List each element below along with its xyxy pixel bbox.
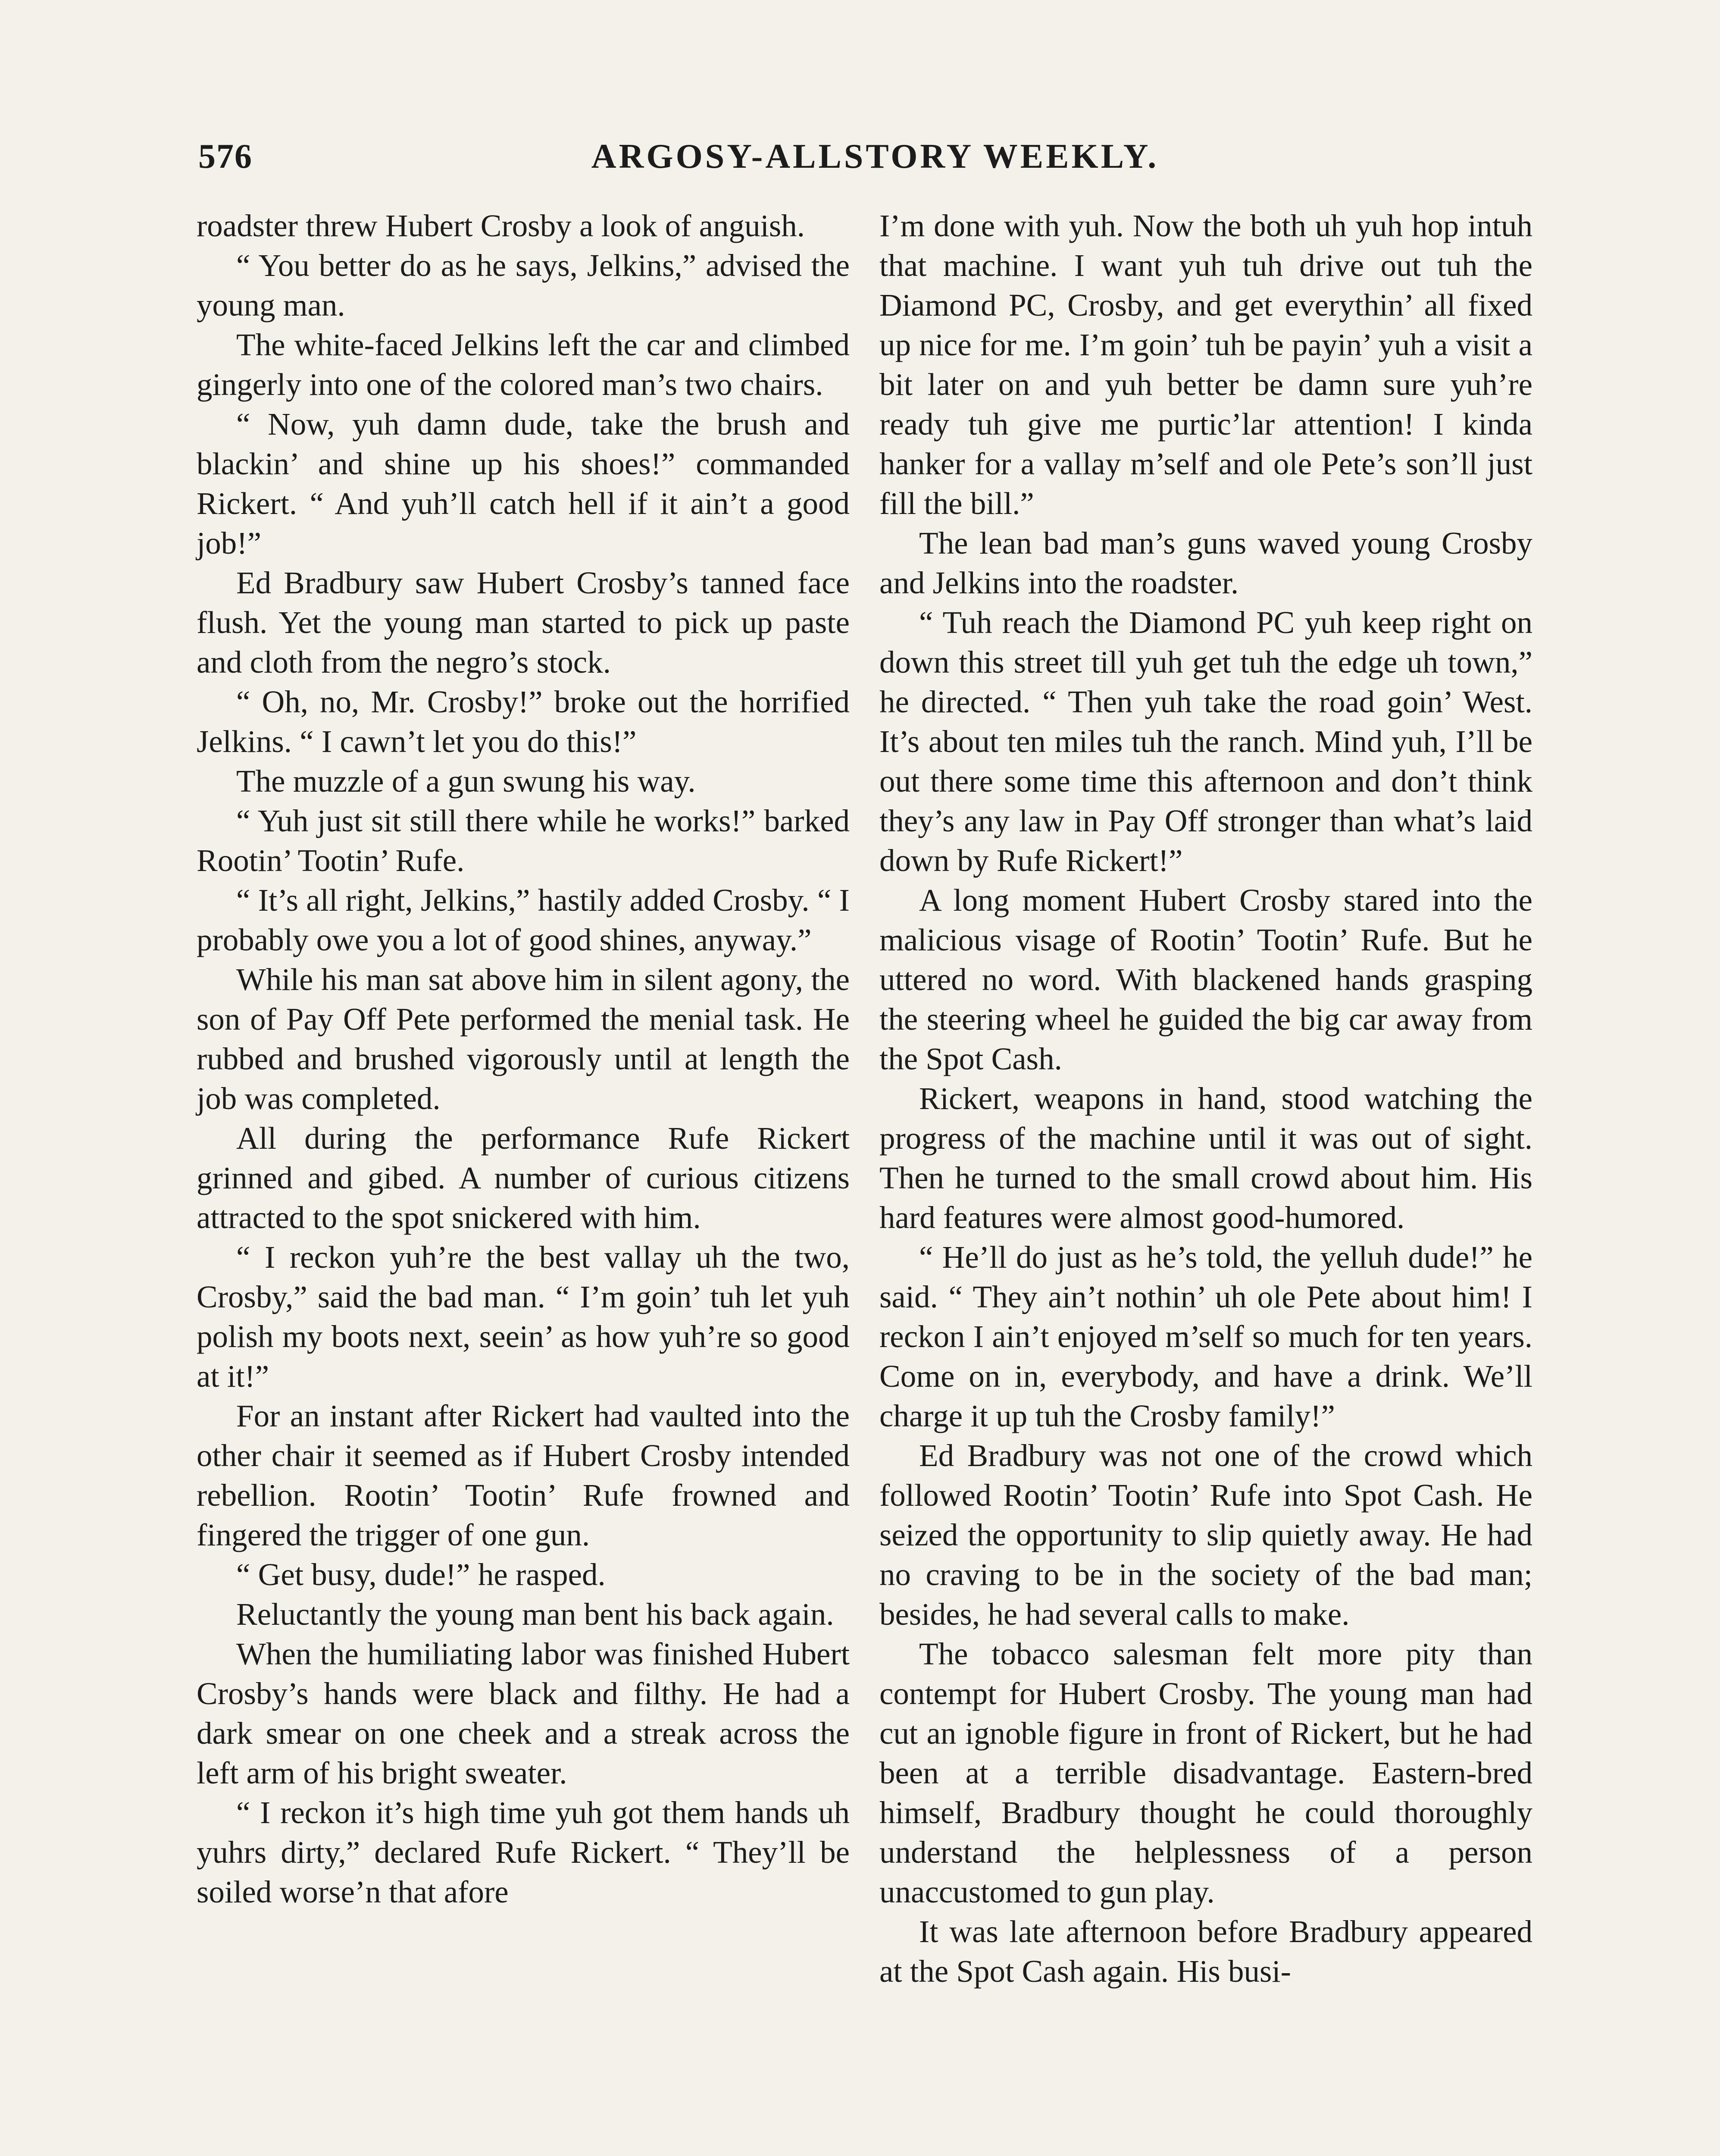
paragraph: “ I reckon it’s high time yuh got them hands uh yuhrs dirty,” declared Rufe Rickert. “ They’ll be soiled worse’n that afore: [197, 1795, 850, 1909]
right-column: [879, 206, 1532, 1991]
paragraph: A long moment Hubert Crosby stared into the malicious visage of Rootin’ Tootin’ Rufe. But he uttered no word. With blackened hands grasping the steering wheel he guided the big car away from the Spot Cash.: [879, 883, 1532, 1076]
paragraph: “ Get busy, dude!” he rasped.: [236, 1557, 606, 1592]
paragraph: Ed Bradbury was not one of the crowd which followed Rootin’ Tootin’ Rufe into Spot Cash. He seized the opportunity to slip quietly away. He had no craving to be in the society of the bad man; besides, he had several calls to make.: [879, 1438, 1532, 1632]
paragraph: For an instant after Rickert had vaulted into the other chair it seemed as if Hubert Crosby intended rebellion. Rootin’ Tootin’ Rufe frowned and fingered the trigger of one gun.: [197, 1398, 850, 1552]
page-number: 576: [198, 138, 253, 175]
paragraph: “ He’ll do just as he’s told, the yelluh dude!” he said. “ They ain’t nothin’ uh ole Pete about him! I reckon I ain’t enjoyed m’self so much for ten years. Come on in, everybody, and have a drink. We’ll charge it up tuh the Crosby family!”: [879, 1240, 1532, 1433]
paragraph: It was late afternoon before Bradbury appeared at the Spot Cash again. His busi-: [879, 1914, 1532, 1989]
paragraph: Reluctantly the young man bent his back again.: [236, 1597, 834, 1632]
paragraph: I’m done with yuh. Now the both uh yuh hop intuh that machine. I want yuh tuh drive out tuh the Diamond PC, Crosby, and get everythin’ all fixed up nice for me. I’m goin’ tuh be payin’ yuh a visit a bit later on and yuh better be damn sure yuh’re ready tuh give me purtic’lar attention! I kinda hanker for a vallay m’self and ole Pete’s son’ll just fill the bill.”: [879, 208, 1532, 521]
paragraph: While his man sat above him in silent agony, the son of Pay Off Pete performed the menial task. He rubbed and brushed vigorously until at length the job was completed.: [197, 962, 850, 1116]
running-head: ARGOSY-ALLSTORY WEEKLY.: [591, 138, 1159, 175]
left-column: [197, 206, 850, 1912]
paragraph: When the humiliating labor was finished Hubert Crosby’s hands were black and filthy. He had a dark smear on one cheek and a streak across the left arm of his bright sweater.: [197, 1636, 850, 1790]
paragraph: “ You better do as he says, Jelkins,” advised the young man.: [197, 248, 850, 323]
paragraph: The muzzle of a gun swung his way.: [236, 764, 696, 799]
paragraph: “ Oh, no, Mr. Crosby!” broke out the horrified Jelkins. “ I cawn’t let you do this!”: [197, 684, 850, 759]
paragraph: Rickert, weapons in hand, stood watching the progress of the machine until it was out of sight. Then he turned to the small crowd about him. His hard features were almost good-humored.: [879, 1081, 1532, 1235]
paragraph: All during the performance Rufe Rickert grinned and gibed. A number of curious citizens attracted to the spot snickered with him.: [197, 1121, 850, 1235]
paragraph: The lean bad man’s guns waved young Crosby and Jelkins into the roadster.: [879, 526, 1532, 600]
paragraph: “ Tuh reach the Diamond PC yuh keep right on down this street till yuh get tuh the edge uh town,” he directed. “ Then yuh take the road goin’ West. It’s about ten miles tuh the ranch. Mind yuh, I’ll be out there some time this afternoon and don’t think they’s any law in Pay Off stronger than what’s laid down by Rufe Rickert!”: [879, 605, 1532, 878]
paragraph: roadster threw Hubert Crosby a look of anguish.: [197, 208, 805, 243]
paragraph: “ I reckon yuh’re the best vallay uh the two, Crosby,” said the bad man. “ I’m goin’ tuh let yuh polish my boots next, seein’ as how yuh’re so good at it!”: [197, 1240, 850, 1394]
page-header: [198, 137, 1552, 185]
paragraph: “ Yuh just sit still there while he works!” barked Rootin’ Tootin’ Rufe.: [197, 803, 850, 878]
paragraph: The white-faced Jelkins left the car and climbed gingerly into one of the colored man’s two chairs.: [197, 327, 850, 402]
paragraph: Ed Bradbury saw Hubert Crosby’s tanned face flush. Yet the young man started to pick up paste and cloth from the negro’s stock.: [197, 565, 850, 680]
paragraph: “ It’s all right, Jelkins,” hastily added Crosby. “ I probably owe you a lot of good shines, anyway.”: [197, 883, 850, 957]
paragraph: The tobacco salesman felt more pity than contempt for Hubert Crosby. The young man had cut an ignoble figure in front of Rickert, but he had been at a terrible disadvantage. Eastern-bred himself, Bradbury thought he could thoroughly understand the helplessness of a person unaccustomed to gun play.: [879, 1636, 1532, 1909]
paragraph: “ Now, yuh damn dude, take the brush and blackin’ and shine up his shoes!” commanded Rickert. “ And yuh’ll catch hell if it ain’t a good job!”: [197, 407, 850, 561]
